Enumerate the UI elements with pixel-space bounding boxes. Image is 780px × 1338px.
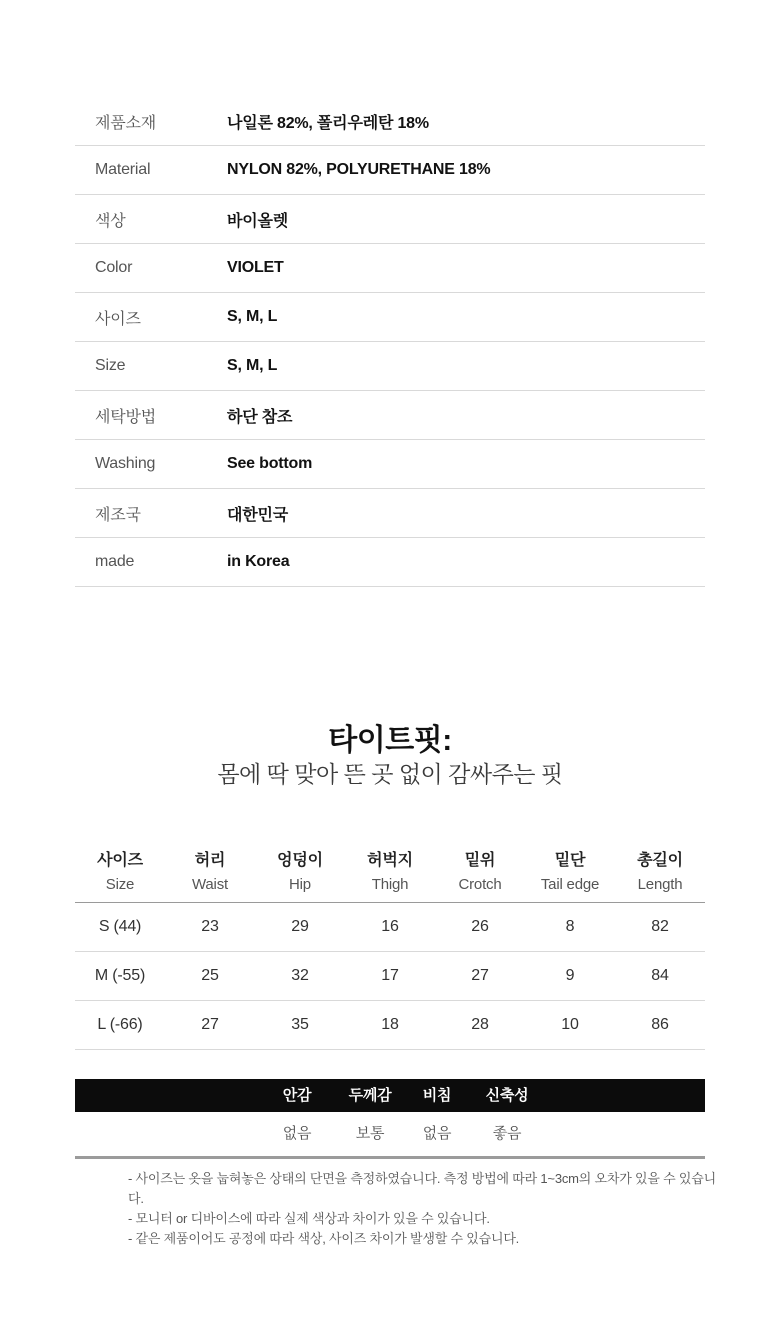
spec-label: made xyxy=(95,553,135,570)
size-cell: 86 xyxy=(651,1016,669,1033)
spec-value: 바이올렛 xyxy=(227,212,289,230)
column-header-en: Hip xyxy=(289,876,311,893)
size-cell: 28 xyxy=(471,1016,489,1033)
column-header-en: Crotch xyxy=(458,876,502,893)
spec-row-size-en xyxy=(75,342,705,391)
size-cell: 27 xyxy=(201,1016,219,1033)
column-header-ko: 총길이 xyxy=(637,852,683,869)
column-header-thigh xyxy=(345,848,435,902)
care-value-stretch: 좋음 xyxy=(492,1125,522,1142)
care-header-bar xyxy=(75,1079,705,1112)
care-value-thickness: 보통 xyxy=(355,1125,385,1142)
column-header-length xyxy=(615,848,705,902)
spec-row-material-en xyxy=(75,146,705,195)
size-row-m xyxy=(75,952,705,1001)
column-header-ko: 허리 xyxy=(194,852,226,869)
note-item: - 같은 제품이어도 공정에 따라 색상, 사이즈 차이가 발생할 수 있습니다. xyxy=(128,1231,520,1246)
care-values-row xyxy=(75,1120,705,1148)
size-row-s xyxy=(75,903,705,952)
size-cell: 29 xyxy=(291,918,309,935)
spec-label: Color xyxy=(95,259,133,276)
size-chart-header xyxy=(75,848,705,903)
spec-row-origin-ko xyxy=(75,489,705,538)
column-header-ko: 밑위 xyxy=(464,852,496,869)
spec-value: S, M, L xyxy=(227,308,278,325)
spec-value: 나일론 82%, 폴리우레탄 18% xyxy=(227,114,429,132)
size-cell: 82 xyxy=(651,918,669,935)
column-header-ko: 엉덩이 xyxy=(277,852,323,869)
size-cell: 8 xyxy=(565,918,575,935)
spec-label: Size xyxy=(95,357,126,374)
care-value-lining: 없음 xyxy=(282,1125,312,1142)
column-header-ko: 사이즈 xyxy=(97,852,143,869)
size-cell: M (-55) xyxy=(94,967,146,984)
size-cell: 84 xyxy=(651,967,669,984)
spec-row-washing-ko xyxy=(75,391,705,440)
column-header-waist xyxy=(165,848,255,902)
fit-subtitle: 몸에 딱 맞아 뜬 곳 없이 감싸주는 핏 xyxy=(217,761,563,787)
size-cell: 27 xyxy=(471,967,489,984)
column-header-tail-edge xyxy=(525,848,615,902)
note-item: - 사이즈는 옷을 눕혀놓은 상태의 단면을 측정하였습니다. 측정 방법에 따라 1~3cm의 오차가 있을 수 있습니다. xyxy=(128,1171,717,1206)
size-chart-table xyxy=(75,848,705,1050)
spec-label: 세탁방법 xyxy=(95,408,157,426)
column-header-en: Waist xyxy=(192,876,228,893)
spec-row-color-ko xyxy=(75,195,705,244)
care-header-stretch: 신축성 xyxy=(485,1087,529,1104)
spec-row-color-en xyxy=(75,244,705,293)
care-header-sheerness: 비침 xyxy=(422,1087,452,1104)
spec-value: in Korea xyxy=(227,553,290,570)
size-cell: 23 xyxy=(201,918,219,935)
fit-title: 타이트핏: xyxy=(328,724,452,757)
notes-list xyxy=(128,1169,720,1249)
note-item: - 모니터 or 디바이스에 따라 실제 색상과 차이가 있을 수 있습니다. xyxy=(128,1211,490,1226)
spec-value: 대한민국 xyxy=(227,506,289,524)
size-cell: 26 xyxy=(471,918,489,935)
column-header-size xyxy=(75,848,165,902)
spec-label: Material xyxy=(95,161,151,178)
column-header-en: Thigh xyxy=(371,876,409,893)
care-value-sheerness: 없음 xyxy=(422,1125,452,1142)
size-cell: 25 xyxy=(201,967,219,984)
spec-row-material-ko xyxy=(75,97,705,146)
column-header-crotch xyxy=(435,848,525,902)
spec-label: 사이즈 xyxy=(95,310,141,328)
spec-row-washing-en xyxy=(75,440,705,489)
spec-value: VIOLET xyxy=(227,259,284,276)
spec-value: NYLON 82%, POLYURETHANE 18% xyxy=(227,161,491,178)
care-header-thickness: 두께감 xyxy=(348,1087,392,1104)
size-cell: 17 xyxy=(381,967,399,984)
size-cell: 18 xyxy=(381,1016,399,1033)
size-cell: 9 xyxy=(565,967,575,984)
column-header-hip xyxy=(255,848,345,902)
column-header-en: Length xyxy=(637,876,683,893)
spec-value: S, M, L xyxy=(227,357,278,374)
size-cell: S (44) xyxy=(98,918,142,935)
column-header-en: Tail edge xyxy=(540,876,600,893)
spec-row-origin-en xyxy=(75,538,705,587)
spec-value: See bottom xyxy=(227,455,313,472)
size-cell: 16 xyxy=(381,918,399,935)
size-cell: 32 xyxy=(291,967,309,984)
size-cell: 10 xyxy=(561,1016,579,1033)
spec-row-size-ko xyxy=(75,293,705,342)
size-cell: 35 xyxy=(291,1016,309,1033)
column-header-en: Size xyxy=(105,876,135,893)
care-header-lining: 안감 xyxy=(282,1087,312,1104)
spec-label: 제품소재 xyxy=(95,114,157,132)
size-row-l xyxy=(75,1001,705,1050)
spec-label: 색상 xyxy=(95,212,126,230)
spec-label: 제조국 xyxy=(95,506,141,524)
column-header-ko: 허벅지 xyxy=(367,852,413,869)
footer-divider xyxy=(75,1156,705,1159)
column-header-ko: 밑단 xyxy=(554,852,586,869)
spec-label: Washing xyxy=(95,455,156,472)
product-spec-table xyxy=(75,97,705,587)
spec-value: 하단 참조 xyxy=(227,408,293,426)
size-cell: L (-66) xyxy=(97,1016,143,1033)
